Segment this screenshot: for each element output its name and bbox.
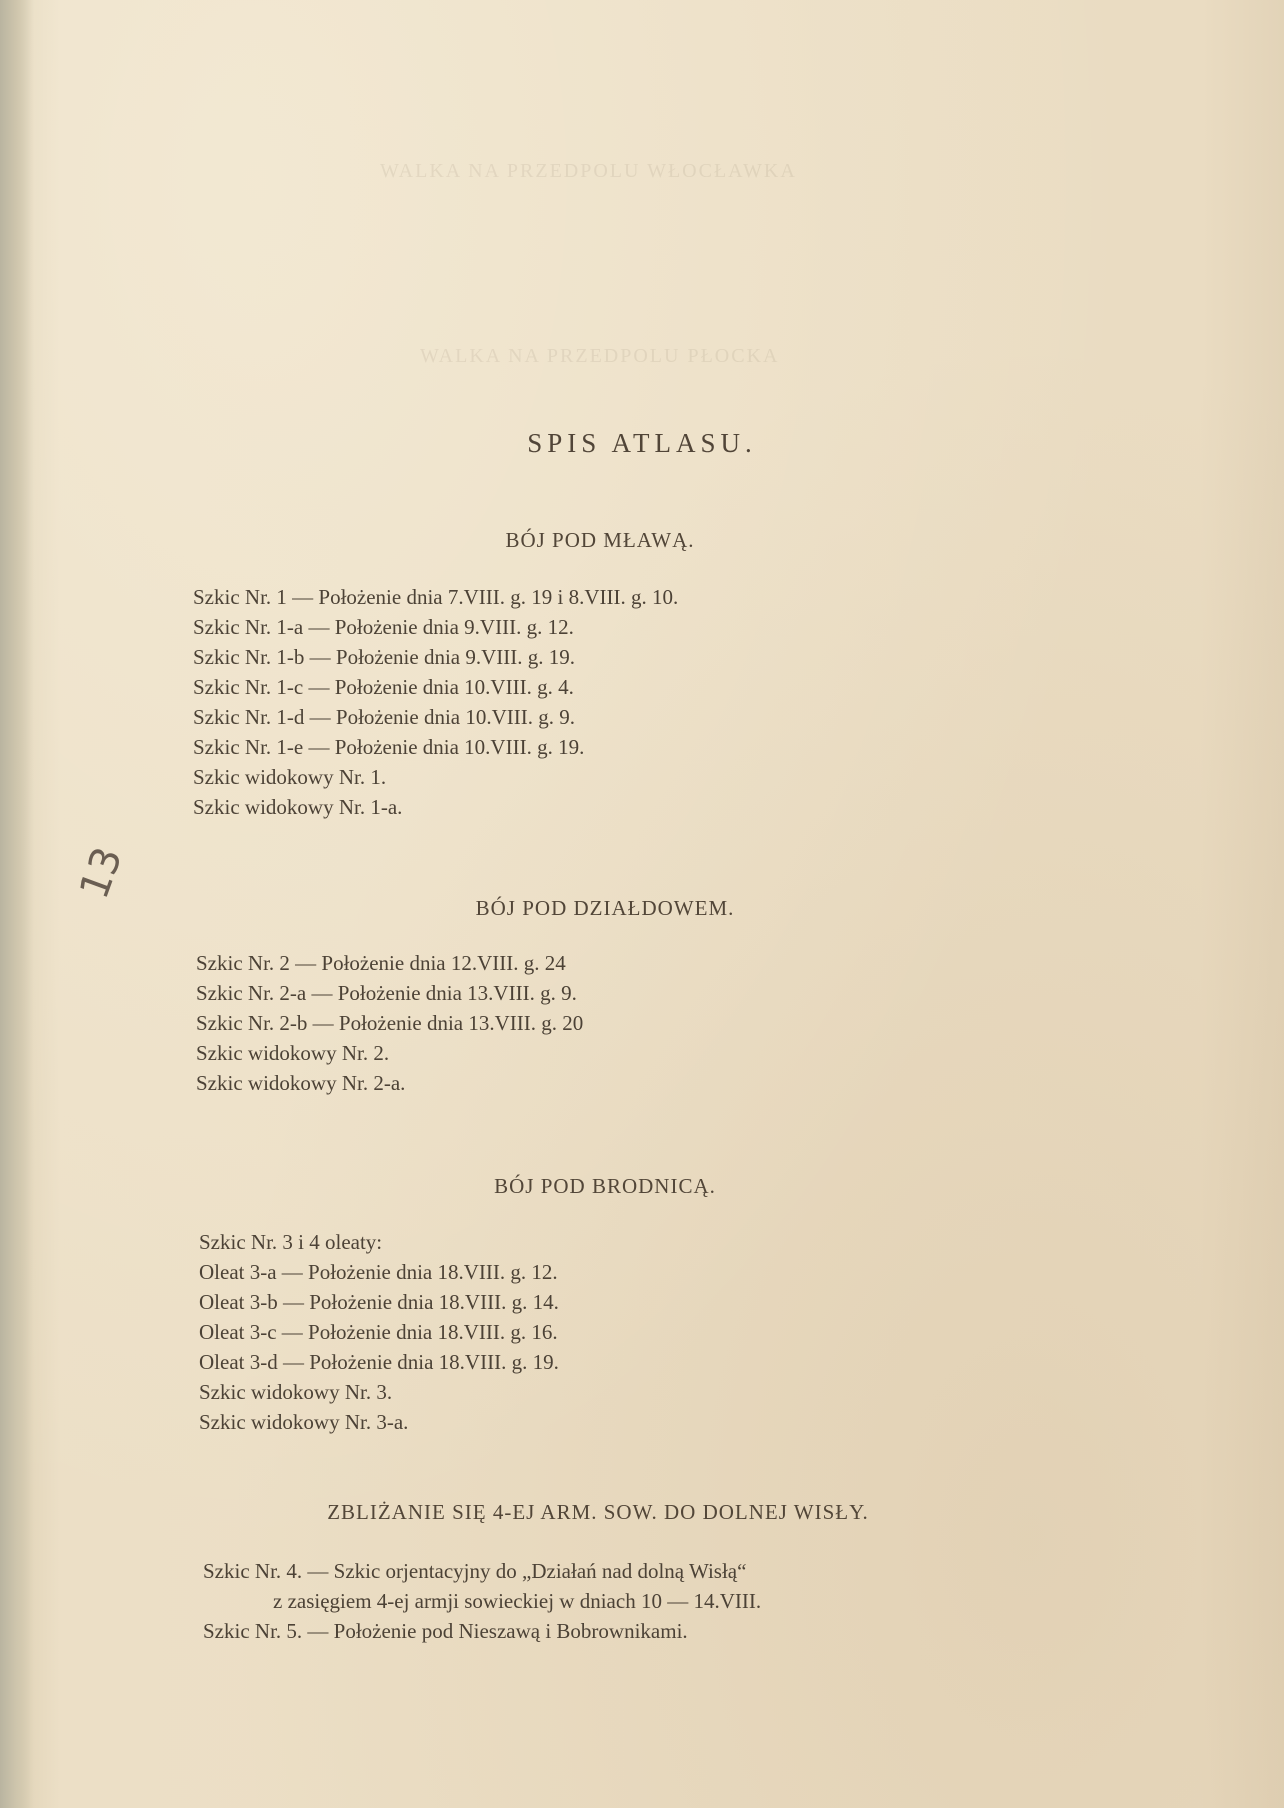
entry: Szkic Nr. 2 — Położenie dnia 12.VIII. g. 24 [196, 951, 566, 975]
entry: Oleat 3-b — Położenie dnia 18.VIII. g. 14. [199, 1290, 559, 1314]
section-entries-brodnica [199, 1227, 559, 1437]
entry: Szkic Nr. 1-e — Położenie dnia 10.VIII. g. 19. [193, 735, 585, 759]
entry: Szkic Nr. 5. — Położenie pod Nieszawą i Bobrownikami. [203, 1619, 688, 1643]
entry: Szkic Nr. 1-d — Położenie dnia 10.VIII. g. 9. [193, 705, 576, 729]
entry: Szkic Nr. 4. — Szkic orjentacyjny do „Działań nad dolną Wisłą“ [203, 1559, 747, 1583]
entry: Oleat 3-a — Położenie dnia 18.VIII. g. 12. [199, 1260, 558, 1284]
entry: Oleat 3-d — Położenie dnia 18.VIII. g. 19. [199, 1350, 559, 1374]
entry: Szkic Nr. 2-b — Położenie dnia 13.VIII. g. 20 [196, 1011, 584, 1035]
entry: Szkic Nr. 1-b — Położenie dnia 9.VIII. g. 19. [193, 645, 576, 669]
bleed-through-text: WALKA NA PRZEDPOLU WŁOCŁAWKA [380, 160, 797, 182]
section-heading-wisla: ZBLIŻANIE SIĘ 4-EJ ARM. SOW. DO DOLNEJ WISŁY. [327, 1500, 869, 1524]
section-entries-dzialdowo [196, 948, 583, 1098]
entry: Szkic Nr. 3 i 4 oleaty: [199, 1230, 383, 1254]
entry: Szkic widokowy Nr. 3. [199, 1380, 393, 1404]
page-title: SPIS ATLASU. [527, 428, 757, 458]
section-heading-dzialdowo: BÓJ POD DZIAŁDOWEM. [475, 896, 735, 920]
entry: Oleat 3-c — Położenie dnia 18.VIII. g. 16. [199, 1320, 558, 1344]
section-entries-wisla [203, 1556, 761, 1646]
entry-continuation: z zasięgiem 4-ej armji sowieckiej w dniach 10 — 14.VIII. [273, 1589, 762, 1613]
section-heading-brodnica: BÓJ POD BRODNICĄ. [494, 1174, 716, 1198]
bleed-through-text: WALKA NA PRZEDPOLU PŁOCKA [420, 345, 780, 367]
entry: Szkic Nr. 1 — Położenie dnia 7.VIII. g. 19 i 8.VIII. g. 10. [193, 585, 679, 609]
handwritten-margin-mark: 13 [71, 841, 132, 905]
entry: Szkic widokowy Nr. 1. [193, 765, 387, 789]
entry: Szkic widokowy Nr. 3-a. [199, 1410, 409, 1434]
section-heading-mlawa: BÓJ POD MŁAWĄ. [505, 528, 695, 552]
entry: Szkic widokowy Nr. 2. [196, 1041, 390, 1065]
entry: Szkic Nr. 1-a — Położenie dnia 9.VIII. g. 12. [193, 615, 574, 639]
entry: Szkic widokowy Nr. 1-a. [193, 795, 403, 819]
section-entries-mlawa [193, 582, 678, 822]
entry: Szkic Nr. 2-a — Położenie dnia 13.VIII. g. 9. [196, 981, 577, 1005]
entry: Szkic widokowy Nr. 2-a. [196, 1071, 406, 1095]
entry: Szkic Nr. 1-c — Położenie dnia 10.VIII. g. 4. [193, 675, 574, 699]
